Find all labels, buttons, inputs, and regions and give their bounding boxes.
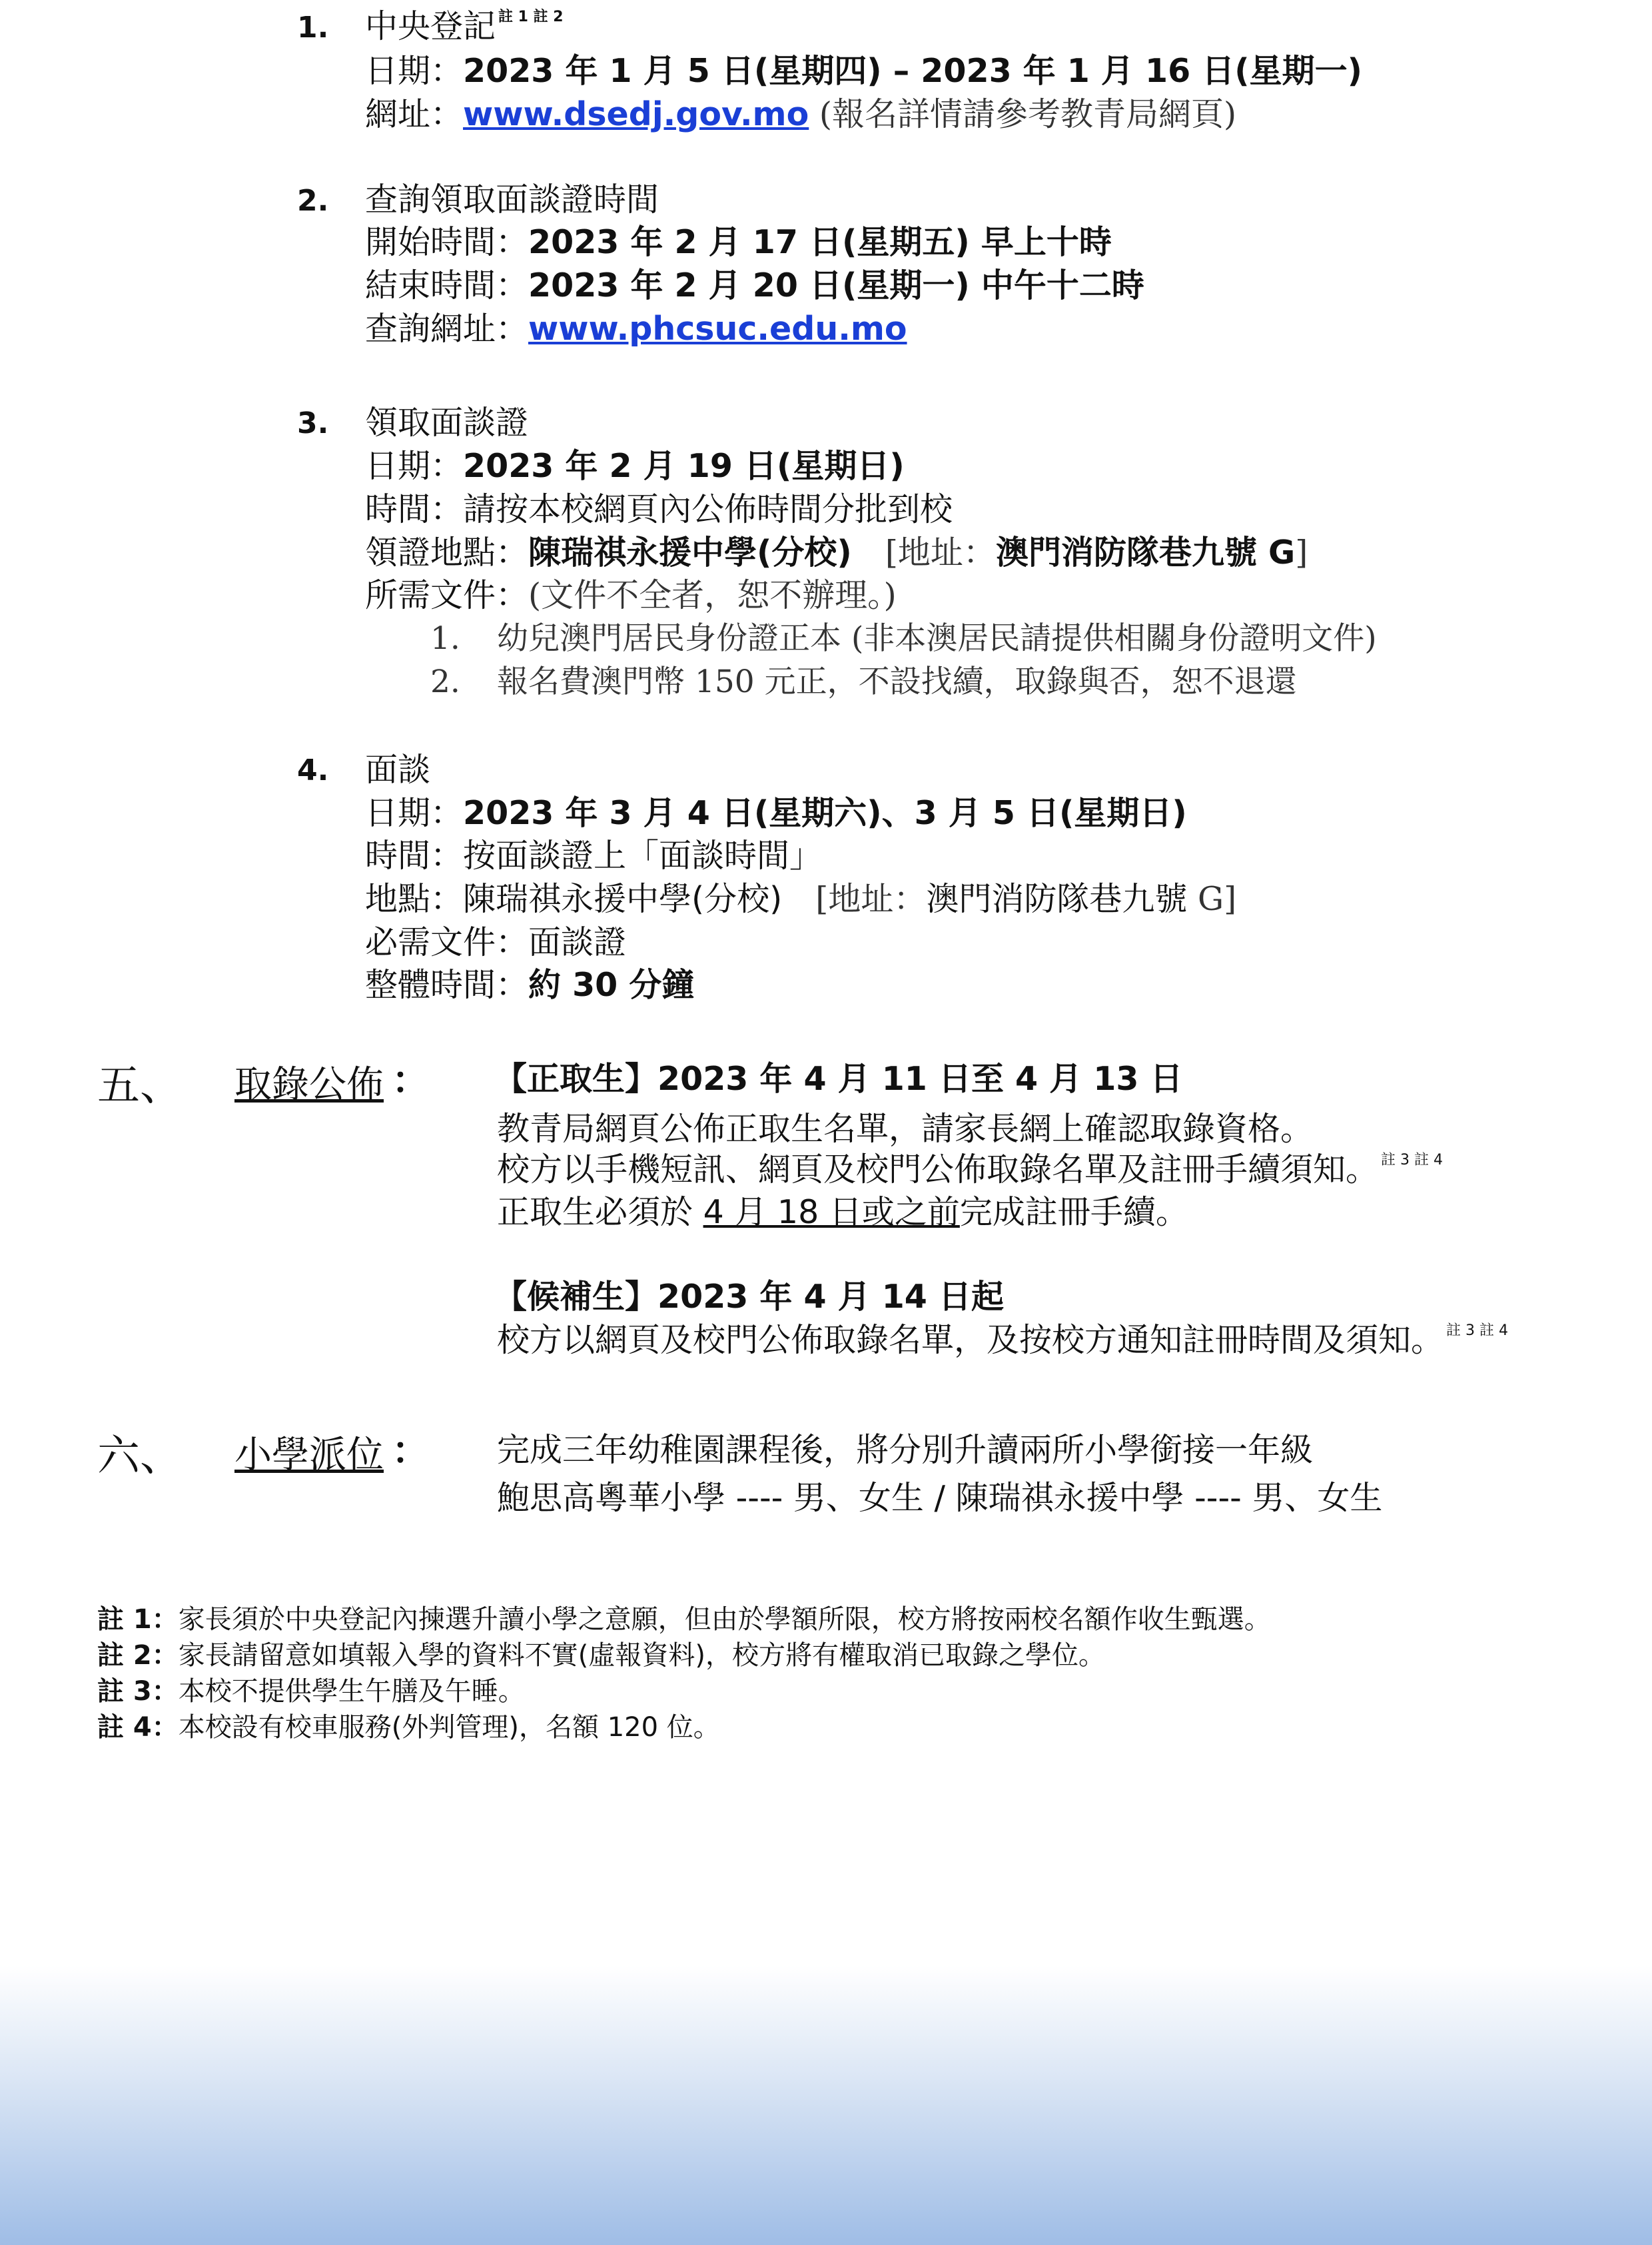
step-4-time (365, 835, 822, 877)
doc-item-1-text: 幼兒澳門居民身份證正本 (非本澳居民請提供相關身份證明文件) (497, 620, 1377, 657)
step-4-place-value: 陳瑞祺永援中學(分校) (463, 880, 783, 918)
phcsuc-link[interactable]: www.phcsuc.edu.mo (528, 310, 907, 348)
step-2-start (365, 221, 1112, 264)
step-3-docs-label: 所需文件： (365, 576, 529, 614)
step-2-url-row (365, 308, 907, 350)
section-6-number: 六、 (97, 1432, 183, 1481)
footnote-4-text: 本校設有校車服務(外判管理)，名額 120 位。 (178, 1712, 720, 1743)
footnote-2-text: 家長請留意如填報入學的資料不實(虛報資料)，校方將有權取消已取錄之學位。 (178, 1640, 1105, 1671)
step-3-place-label: 領證地點： (365, 534, 529, 572)
step-2-end-label: 結束時間： (365, 266, 529, 304)
footnote-1-text: 家長須於中央登記內揀選升讀小學之意願，但由於學額所限，校方將按兩校名額作收生甄選。 (178, 1604, 1271, 1635)
waitlist-heading: 【候補生】2023 年 4 月 14 日起 (494, 1278, 1004, 1316)
step-2-url-label: 查詢網址： (365, 310, 529, 348)
step-1-number: 1. (297, 11, 329, 45)
step-4-address-suffix: G] (1187, 880, 1237, 918)
step-3-number: 3. (297, 406, 329, 440)
step-1-url-note: (報名詳情請參考教青局網頁) (809, 95, 1237, 133)
step-1-date-value: 2023 年 1 月 5 日(星期四) – 2023 年 1 月 16 日(星期一) (463, 52, 1363, 90)
regular-heading: 【正取生】2023 年 4 月 11 日至 4 月 13 日 (494, 1060, 1183, 1098)
footnote-4 (97, 1709, 720, 1745)
regular-line-2-text: 校方以手機短訊、網頁及校門公佈取錄名單及註冊手續須知。 (497, 1150, 1379, 1188)
step-4-place (365, 878, 1236, 921)
step-3-place-value: 陳瑞祺永援中學(分校) (528, 534, 852, 572)
step-3-time-value: 請按本校網頁內公佈時間分批到校 (463, 490, 953, 528)
step-1-url-row (365, 93, 1236, 136)
step-3-date (365, 445, 905, 488)
doc-item-1-number: 1. (430, 620, 460, 657)
step-4-docs-label: 必需文件： (365, 923, 529, 961)
doc-item-2-number: 2. (430, 664, 460, 700)
step-3-date-value: 2023 年 2 月 19 日(星期日) (463, 447, 905, 485)
step-3-address-suffix: ] (1295, 534, 1308, 572)
footnote-3-label: 註 3： (97, 1676, 179, 1707)
step-3-docs (365, 574, 897, 617)
step-1-title-text: 中央登記 (365, 7, 496, 45)
step-3-date-label: 日期： (365, 447, 464, 485)
footnote-3-text: 本校不提供學生午膳及午睡。 (178, 1676, 525, 1707)
step-3-address-prefix: [地址： (885, 534, 996, 572)
doc-item-1 (430, 618, 1377, 660)
waitlist-note: 註 3 註 4 (1446, 1322, 1508, 1339)
regular-note: 註 3 註 4 (1381, 1152, 1443, 1168)
doc-item-2-text: 報名費澳門幣 150 元正，不設找續，取錄與否，恕不退還 (497, 664, 1297, 700)
section-5-number: 五、 (97, 1061, 183, 1111)
step-3-time-label: 時間： (365, 490, 464, 528)
step-4-date (365, 792, 1187, 835)
waitlist-line (497, 1319, 1508, 1362)
step-4-duration-value: 約 30 分鐘 (528, 966, 695, 1004)
step-1-date-label: 日期： (365, 52, 464, 90)
step-4-time-label: 時間： (365, 837, 464, 875)
doc-item-2 (430, 661, 1297, 703)
step-4-duration-label: 整體時間： (365, 966, 529, 1004)
section-5-title: 取錄公佈 (234, 1063, 384, 1107)
step-4-docs (365, 921, 626, 964)
regular-line-2 (497, 1148, 1443, 1191)
step-3-docs-note: (文件不全者，恕不辦理。) (528, 576, 897, 614)
step-4-duration (365, 964, 694, 1007)
footnote-2-label: 註 2： (97, 1640, 179, 1671)
step-4-title: 面談 (365, 751, 431, 789)
step-3-title: 領取面談證 (365, 404, 529, 442)
step-2-number: 2. (297, 184, 329, 218)
regular-line-1: 教青局網頁公佈正取生名單，請家長網上確認取錄資格。 (497, 1110, 1314, 1148)
step-4-date-label: 日期： (365, 794, 464, 832)
dsedj-link[interactable]: www.dsedj.gov.mo (463, 95, 809, 133)
deadline-prefix: 正取生必須於 (497, 1193, 703, 1231)
step-4-address-value: 澳門消防隊巷九號 (926, 880, 1188, 918)
footnote-1-label: 註 1： (97, 1604, 179, 1635)
step-1-note: 註 1 註 2 (498, 9, 564, 25)
deadline-suffix: 完成註冊手續。 (959, 1193, 1188, 1231)
step-4-number: 4. (297, 753, 329, 787)
step-4-docs-value: 面談證 (528, 923, 627, 961)
step-2-start-label: 開始時間： (365, 223, 529, 261)
section-5-colon: ： (392, 1059, 429, 1103)
waitlist-line-text: 校方以網頁及校門公佈取錄名單，及按校方通知註冊時間及須知。 (497, 1321, 1444, 1359)
step-2-title: 查詢領取面談證時間 (365, 181, 659, 219)
footnote-4-label: 註 4： (97, 1712, 179, 1743)
step-3-address-value: 澳門消防隊巷九號 G (995, 534, 1296, 572)
step-3-place (365, 532, 1308, 574)
step-1-url-label: 網址： (365, 95, 464, 133)
step-4-address-prefix: [地址： (815, 880, 927, 918)
step-2-end-value: 2023 年 2 月 20 日(星期一) 中午十二時 (528, 266, 1144, 304)
step-1-title (365, 5, 564, 48)
section-6-colon: ： (392, 1430, 429, 1473)
section-6-line-2: 鮑思高粵華小學 ---- 男、女生 / 陳瑞祺永援中學 ---- 男、女生 (497, 1479, 1383, 1517)
footnote-1 (97, 1601, 1271, 1637)
step-4-date-value: 2023 年 3 月 4 日(星期六)、3 月 5 日(星期日) (463, 794, 1187, 832)
section-6-title: 小學派位 (234, 1434, 384, 1477)
section-6-line-1: 完成三年幼稚園課程後，將分別升讀兩所小學銜接一年級 (497, 1431, 1314, 1469)
step-1-date (365, 50, 1362, 93)
step-2-end (365, 264, 1144, 307)
deadline-value: 4 月 18 日或之前 (703, 1193, 960, 1231)
deadline-line (497, 1191, 1188, 1234)
footnote-3 (97, 1673, 525, 1709)
step-3-time (365, 488, 953, 531)
footnote-2 (97, 1637, 1105, 1673)
step-2-start-value: 2023 年 2 月 17 日(星期五) 早上十時 (528, 223, 1112, 261)
step-4-place-label: 地點： (365, 880, 464, 918)
step-4-time-value: 按面談證上「面談時間」 (463, 837, 823, 875)
